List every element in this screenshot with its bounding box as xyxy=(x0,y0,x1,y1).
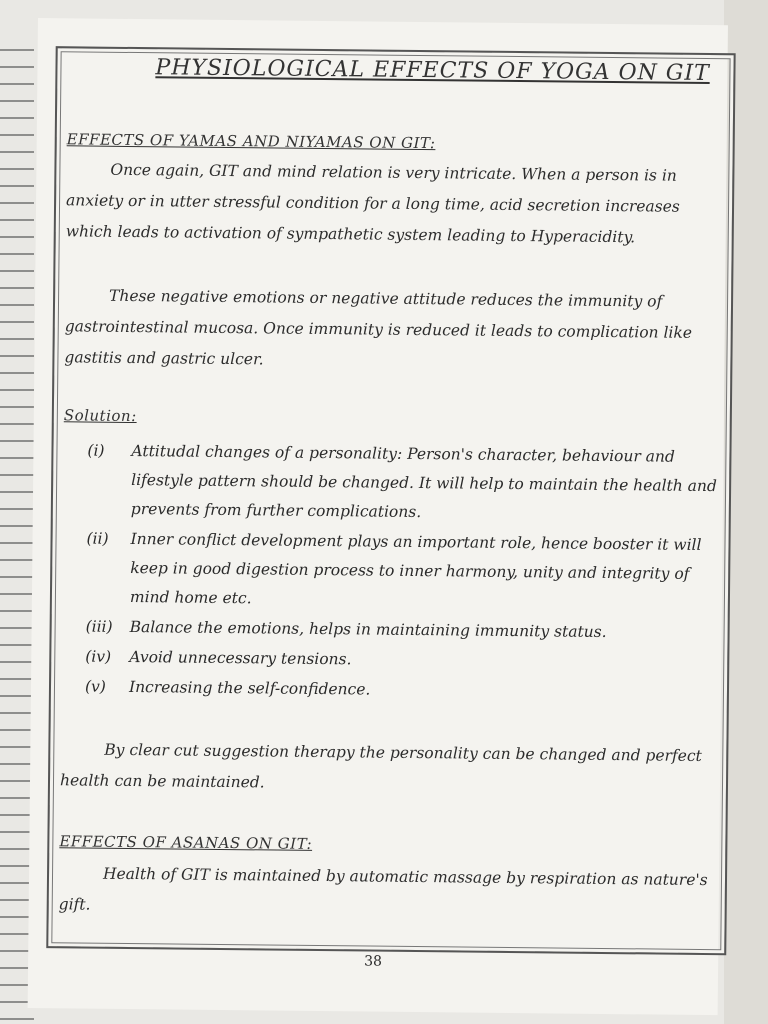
paragraph-asanas-massage: Health of GIT is maintained by automatic massage by respiration as nature's gift. xyxy=(58,864,708,914)
solution-heading: Solution: xyxy=(63,406,137,426)
item-text: Balance the emotions, helps in maintaining immunity status. xyxy=(129,617,607,641)
paragraph-negative-emotions: These negative emotions or negative attitude reduces the immunity of gastrointestinal mucosa. Once immunity is reduced it leads to complication like gastitis and gastric ulcer. xyxy=(64,286,693,369)
paragraph-mind-relation: Once again, GIT and mind relation is very intricate. When a person is in anxiety or in utter stressful condition for a long time, acid secretion increases which leads to activation of sympathetic system leading to Hyperacidity. xyxy=(65,160,680,247)
item-text: Attitudal changes of a personality: Person's character, behaviour and lifestyle pattern should be changed. It will help to maintain the health and prevents from further complications. xyxy=(130,442,717,522)
item-text: Inner conflict development plays an important role, hence booster it will keep in good digestion process to inner harmony, unity and integrity of mind home etc. xyxy=(129,529,702,608)
section-heading-yamas-niyamas: EFFECTS OF YAMAS AND NIYAMAS ON GIT: xyxy=(66,130,436,153)
item-text: Increasing the self-confidence. xyxy=(128,677,371,699)
item-number: (i) xyxy=(87,441,105,460)
section-heading-asanas: EFFECTS OF ASANAS ON GIT: xyxy=(59,832,313,853)
item-text: Avoid unnecessary tensions. xyxy=(129,647,352,669)
item-number: (iv) xyxy=(85,647,112,666)
document-page xyxy=(28,18,728,1015)
paragraph-suggestion-therapy: By clear cut suggestion therapy the personality can be changed and perfect health can be maintained. xyxy=(59,740,702,792)
item-number: (v) xyxy=(84,677,106,696)
page-number: 38 xyxy=(364,953,383,970)
page-title: PHYSIOLOGICAL EFFECTS OF YOGA ON GIT xyxy=(155,55,710,87)
item-number: (iii) xyxy=(85,617,113,636)
item-number: (ii) xyxy=(86,529,109,548)
